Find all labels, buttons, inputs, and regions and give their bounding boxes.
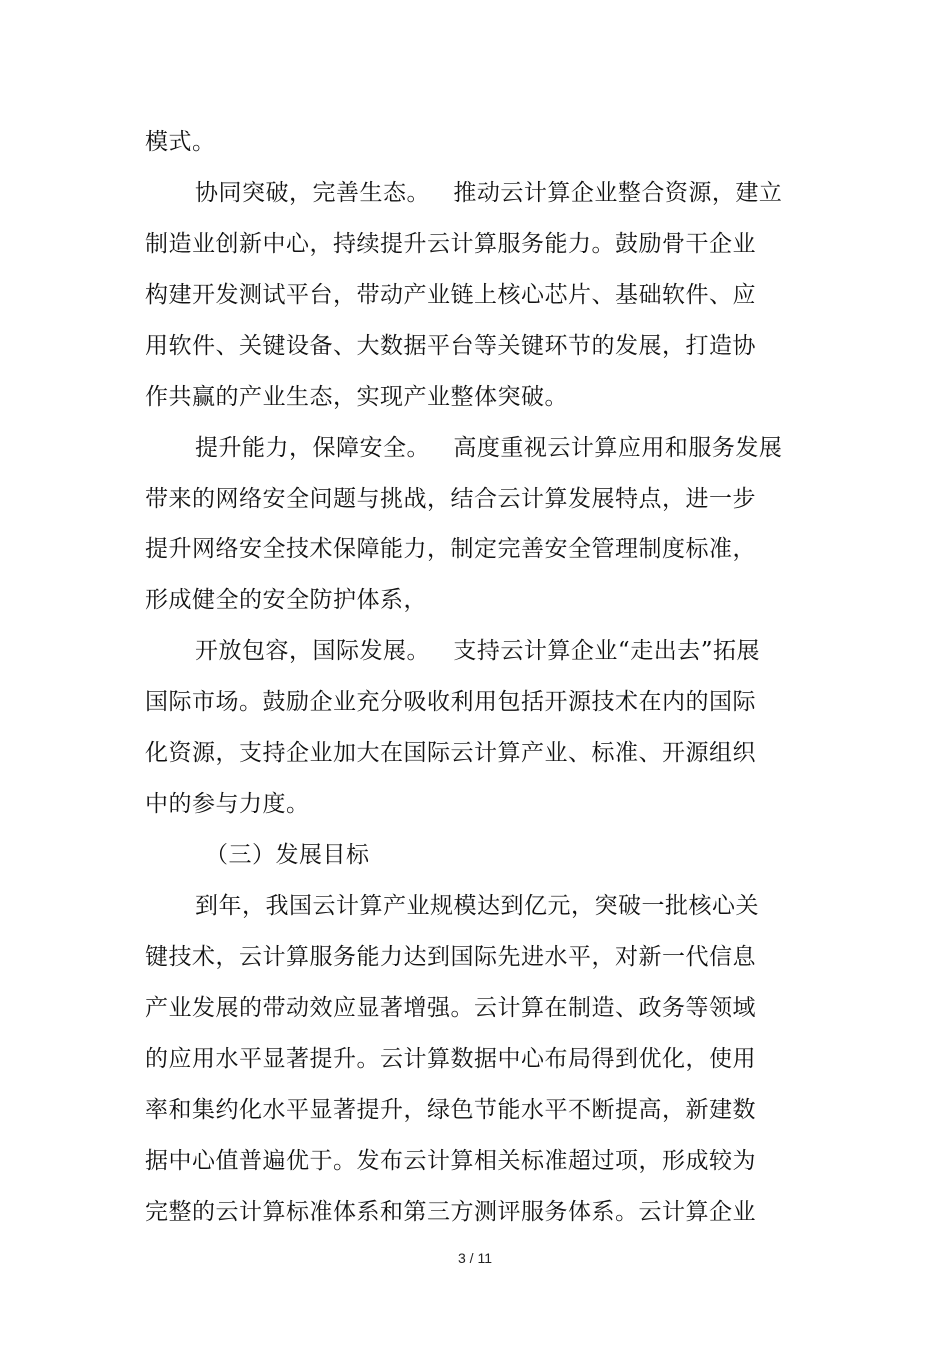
paragraph-start-line: 到年，我国云计算产业规模达到亿元，突破一批核心关 xyxy=(195,893,759,919)
text-line: 制造业创新中心，持续提升云计算服务能力。鼓励骨干企业 xyxy=(145,231,756,257)
text-line: 产业发展的带动效应显著增强。云计算在制造、政务等领域 xyxy=(145,995,756,1021)
text-line: 中的参与力度。 xyxy=(145,791,310,817)
text-line: 化资源，支持企业加大在国际云计算产业、标准、开源组织 xyxy=(145,740,756,766)
text-line: 作共赢的产业生态，实现产业整体突破。 xyxy=(145,384,568,410)
page-number: 3 / 11 xyxy=(458,1250,492,1266)
section-heading: （三）发展目标 xyxy=(205,842,370,868)
paragraph-start-line: 提升能力，保障安全。 高度重视云计算应用和服务发展 xyxy=(195,435,783,461)
text-line: 构建开发测试平台，带动产业链上核心芯片、基础软件、应 xyxy=(145,282,756,308)
text-line: 模式。 xyxy=(145,129,216,155)
text-line: 带来的网络安全问题与挑战，结合云计算发展特点，进一步 xyxy=(145,486,756,512)
text-line: 的应用水平显著提升。云计算数据中心布局得到优化，使用 xyxy=(145,1046,756,1072)
text-line: 形成健全的安全防护体系， xyxy=(145,587,427,613)
text-line: 键技术，云计算服务能力达到国际先进水平，对新一代信息 xyxy=(145,944,756,970)
text-line: 据中心值普遍优于。发布云计算相关标准超过项，形成较为 xyxy=(145,1148,756,1174)
paragraph-start-line: 协同突破，完善生态。 推动云计算企业整合资源，建立 xyxy=(195,180,783,206)
text-line: 完整的云计算标准体系和第三方测评服务体系。云计算企业 xyxy=(145,1199,756,1225)
text-line: 用软件、关键设备、大数据平台等关键环节的发展，打造协 xyxy=(145,333,756,359)
text-line: 率和集约化水平显著提升，绿色节能水平不断提高，新建数 xyxy=(145,1097,756,1123)
text-line: 提升网络安全技术保障能力，制定完善安全管理制度标准， xyxy=(145,536,756,562)
paragraph-start-line: 开放包容，国际发展。 支持云计算企业“走出去”拓展 xyxy=(195,638,760,664)
text-line: 国际市场。鼓励企业充分吸收利用包括开源技术在内的国际 xyxy=(145,689,756,715)
